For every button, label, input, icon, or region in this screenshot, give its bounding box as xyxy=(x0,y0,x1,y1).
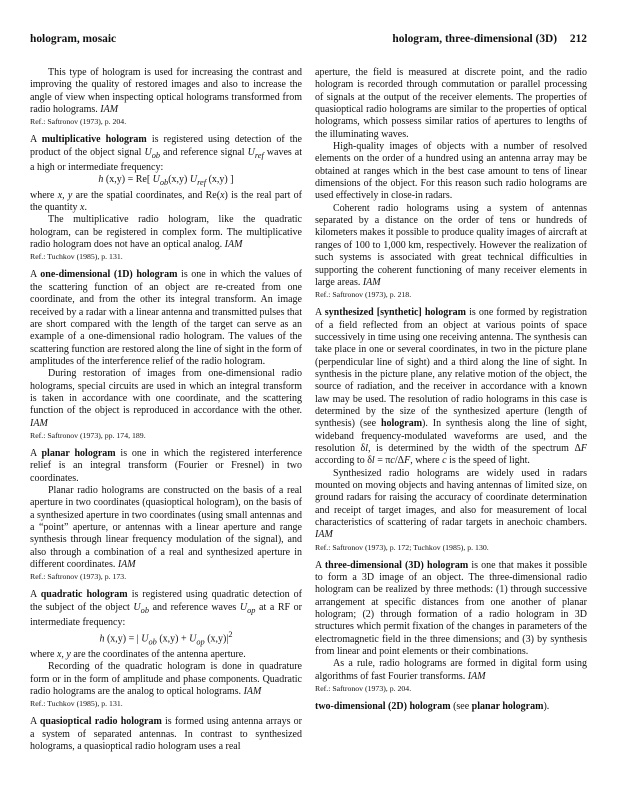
entry-planar-hologram: A planar hologram is one in which the registered interference relief is an integral transform (Fourier or Fresnel) in two coordinates. xyxy=(30,447,303,484)
paragraph: Synthesized radio holograms are widely used in radars mounted on moving objects and having antennas of limited size, on ground radars for raising the accuracy of coordinate determination and receipt of target images, and also for measurement of local characteristics of scattering of radar targets in anechoic chambers. IAM xyxy=(315,467,587,541)
entry-term: quadratic hologram xyxy=(40,589,128,601)
reference: Ref.: Saftronov (1973), p. 218. xyxy=(315,290,412,300)
entry-two-dimensional-hologram: two-dimensional (2D) hologram (see planar hologram). xyxy=(315,701,550,713)
author-initials: IAM xyxy=(243,686,262,698)
paragraph: During restoration of images from one-dimensional radio holograms, special circuits are used in which an integral transform is taken in accordance with one coordinate, and the scattering function of the object is reproduced in accordance with the other. IAM xyxy=(30,368,302,429)
author-initials: IAM xyxy=(30,417,48,429)
paragraph: where x, y are the coordinates of the antenna aperture. xyxy=(30,649,246,661)
reference: Ref.: Tuchkov (1985), p. 131. xyxy=(30,252,123,262)
entry-term: planar hologram xyxy=(41,447,116,459)
page-header xyxy=(30,33,587,49)
entry-quadratic-hologram: A quadratic hologram is registered using quadratic detection of the subject of the object $U_{ob}$ and reference waves $U_{op}$ at a RF or intermediate frequency: xyxy=(30,589,303,629)
entry-term: three-dimensional (3D) hologram xyxy=(324,559,469,571)
paragraph: Coherent radio holograms using a system of antennas separated by a distance on the order of tens or hundreds of kilometers makes it possible to produce quality images of aircraft at ranges of 100 to 1,000 km, respectively. However the realization of such systems is associated with great technical difficulties in supporting the coherent functioning of many receiver elements in large areas. IAM xyxy=(315,202,587,288)
equation: h (x,y) = | $U_{ob}$ $(x,y) + U_{op}$ $(x,y)|^2$ xyxy=(99,630,233,647)
entry-term: two-dimensional (2D) hologram xyxy=(315,701,451,713)
entry-quasioptical-radio-hologram: A quasioptical radio hologram is formed using antenna arrays or a system of separated antennas. In contrast to synthesized holograms, a quasioptical radio hologram uses a real xyxy=(30,716,302,753)
reference: Ref.: Saftronov (1973), p. 204. xyxy=(30,117,127,127)
author-initials: IAM xyxy=(117,559,136,571)
cross-reference-link[interactable]: planar hologram xyxy=(471,701,544,713)
reference: Ref.: Saftronov (1973), p. 173. xyxy=(30,572,127,582)
reference: Ref.: Saftronov (1973), pp. 174, 189. xyxy=(30,430,146,440)
reference: Ref.: Saftronov (1973), p. 172; Tuchkov (1985), p. 130. xyxy=(315,542,489,552)
paragraph: aperture, the field is measured at discrete point, and the radio hologram is recorded through commutation or parallel processing of signals at the output of the receiver elements. The properties of quasioptical radio holograms are similar to the properties of optical holograms, which possess similar ratios of apertures to lengths of the illuminating waves. xyxy=(315,67,587,140)
author-initials: IAM xyxy=(224,239,243,251)
right-column xyxy=(315,67,587,714)
author-initials: IAM xyxy=(100,104,119,116)
author-initials: IAM xyxy=(467,670,486,682)
entry-term: synthesized [synthetic] hologram xyxy=(324,307,466,319)
left-column xyxy=(30,67,302,753)
author-initials: IAM xyxy=(362,276,381,288)
header-left-guide-word: hologram, mosaic xyxy=(30,33,117,45)
reference: Ref.: Tuchkov (1985), p. 131. xyxy=(30,699,123,709)
paragraph: This type of hologram is used for increasing the contrast and improving the quality of restored images and also to increase the angle of view when inspecting optical holograms transformed from radio holograms. IAM xyxy=(30,67,302,116)
cross-reference-link[interactable]: hologram xyxy=(380,418,423,430)
paragraph: Recording of the quadratic hologram is done in quadrature form or in the form of amplitude and phase components. Quadratic radio holograms are the analog to optical holograms. IAM xyxy=(30,661,302,698)
paragraph: Planar radio holograms are constructed on the basis of a real aperture in two coordinates (quasioptical hologram), on the basis of a synthesized aperture in two coordinates (using small antennas and a “point” aperture, or antennas with a linear aperture and range synthesis through linear frequency modulation of the signal), and also through a combination of a real and synthesized aperture in different coordinates. IAM xyxy=(30,484,302,571)
page-number: 212 xyxy=(569,33,587,45)
paragraph: where x, y are the spatial coordinates, and Re(x) is the real part of the quantity x. xyxy=(30,189,302,214)
entry-three-dimensional-hologram: A three-dimensional (3D) hologram is one that makes it possible to form a 3D image of an object. The three-dimensional radio hologram can be realized by three methods: (1) through successive arrangement at specific distances from one another of planar hologram; (2) through formation of a radio hologram in 3D structures which permit fixation of the changes in parameters of the electromagnetic field in the three dimensions; and (3) by synthesis from linear and point elements or their combinations. xyxy=(315,559,588,658)
header-right xyxy=(382,33,587,45)
entry-one-dimensional-hologram: A one-dimensional (1D) hologram is one in which the values of the scattering function of an object are re-created from one coordinate, and from the other its integral transform. An image received by a radar with a linear antenna and transmitted pulses that are short compared with the length of the target can serve as an example of a one-dimensional radio hologram. The values of the scattering function are restored along the line of sight in the form of amplitudes of the interference relief of the radio hologram. xyxy=(30,269,303,367)
entry-term: quasioptical radio hologram xyxy=(39,716,162,728)
author-initials: IAM xyxy=(315,529,333,541)
entry-multiplicative-hologram: A multiplicative hologram is registered using detection of the product of the object signal $U_{ob}$ and reference signal $U_{ref}$ waves at a high or intermediate frequency: xyxy=(30,134,303,174)
paragraph: High-quality images of objects with a number of resolved elements on the order of a hundred using an antenna array may be obtained at ranges which in the best case amount to tens of linear dimensions of the object. For this reason such radio holograms are used effectively in close-in radars. xyxy=(315,141,587,202)
equation: h (x,y) = Re[ $U_{ob}(x,y)$ $U_{ref}$ (x,y) ] xyxy=(98,174,234,188)
entry-term: one-dimensional (1D) hologram xyxy=(40,269,178,281)
header-right-guide-word: hologram, three-dimensional (3D) xyxy=(392,33,558,45)
entry-term: multiplicative hologram xyxy=(41,134,147,146)
paragraph: As a rule, radio holograms are formed in digital form using algorithms of fast Fourier transforms. IAM xyxy=(315,658,587,682)
entry-synthesized-hologram: A synthesized [synthetic] hologram is one formed by registration of a field reflected from an object at various points of space successively in time using one receiving antenna. The synthesis can take place in one or several coordinates, in two in the picture plane (perpendicular line of sight) and a third along the line of sight. In synthesis in the picture plane, any relative motion of the object, the source of radiation, and the receiver in accordance with a known law may be used. The resolution of radio holograms in this case is determined by the size of the synthesized aperture (length of synthesis) (see hologram). In synthesis along the line of sight, wideband frequency-modulated waveforms are used, and the resolution δl, is determined by the width of the spectrum ΔF according to δl = πc/ΔF, where c is the speed of light. xyxy=(315,307,588,467)
reference: Ref.: Saftronov (1973), p. 204. xyxy=(315,684,412,694)
paragraph: The multiplicative radio hologram, like the quadratic hologram, can be registered in complex form. The multiplicative radio hologram does not have an optical analog. IAM xyxy=(30,214,302,251)
